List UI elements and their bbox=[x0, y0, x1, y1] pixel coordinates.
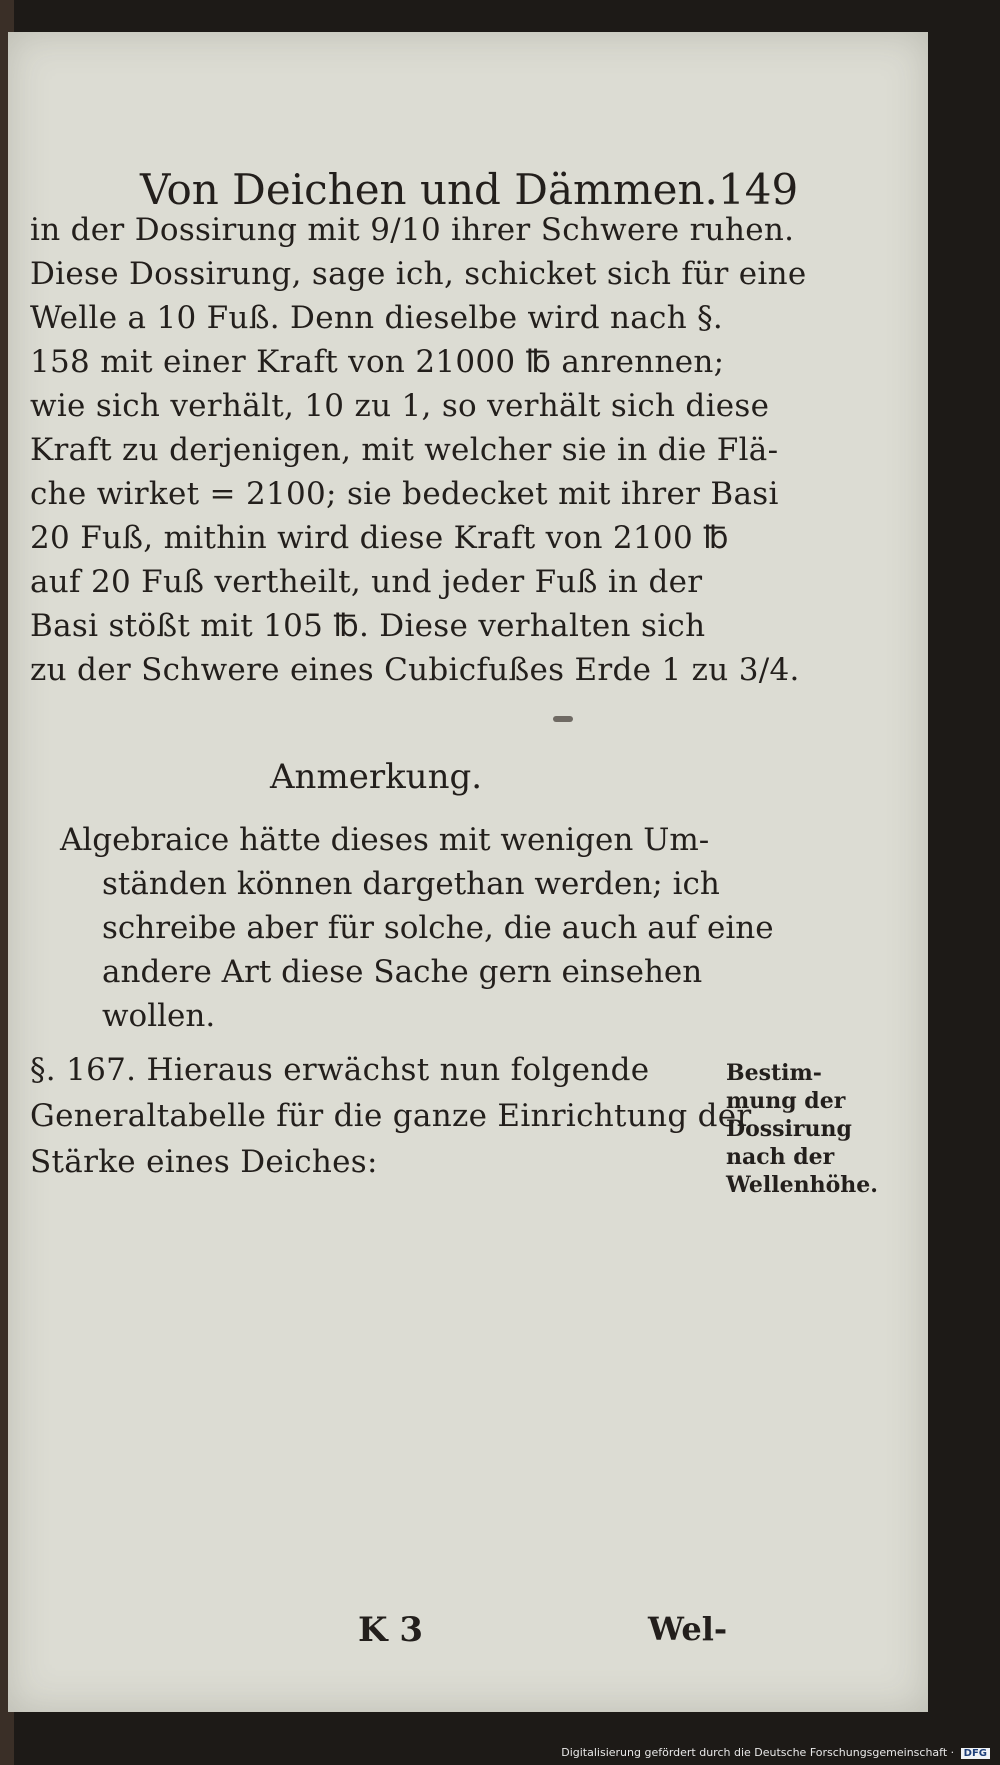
ornament-mark bbox=[553, 716, 573, 722]
note-heading: Anmerkung. bbox=[270, 757, 483, 797]
body-line: Kraft zu derjenigen, mit welcher sie in die Flä- bbox=[30, 432, 779, 468]
section-line: Stärke eines Deiches: bbox=[30, 1144, 378, 1180]
section-line: Generaltabelle für die ganze Einrichtung der bbox=[30, 1098, 752, 1134]
marginal-note-line: Bestim- bbox=[726, 1060, 822, 1086]
note-line: ständen können dargethan werden; ich bbox=[102, 866, 720, 902]
signature-mark: K 3 bbox=[358, 1610, 424, 1650]
marginal-note-line: mung der bbox=[726, 1088, 846, 1114]
credit-text: Digitalisierung gefördert durch die Deutsche Forschungsgemeinschaft · bbox=[561, 1746, 955, 1759]
body-line: auf 20 Fuß vertheilt, und jeder Fuß in der bbox=[30, 564, 703, 600]
book-page bbox=[8, 32, 928, 1712]
marginal-note-line: nach der bbox=[726, 1144, 835, 1170]
running-title: Von Deichen und Dämmen. bbox=[140, 165, 718, 214]
digitization-credit bbox=[561, 1746, 990, 1759]
dfg-logo: DFG bbox=[961, 1748, 990, 1759]
body-line: wie sich verhält, 10 zu 1, so verhält sich diese bbox=[30, 388, 770, 424]
body-line: in der Dossirung mit 9/10 ihrer Schwere ruhen. bbox=[30, 212, 795, 248]
note-line: Algebraice hätte dieses mit wenigen Um- bbox=[60, 822, 710, 858]
page-number: 149 bbox=[718, 165, 799, 214]
body-line: che wirket = 2100; sie bedecket mit ihrer Basi bbox=[30, 476, 779, 512]
body-line: zu der Schwere eines Cubicfußes Erde 1 zu 3/4. bbox=[30, 652, 800, 688]
note-line: schreibe aber für solche, die auch auf eine bbox=[102, 910, 774, 946]
body-line: Diese Dossirung, sage ich, schicket sich für eine bbox=[30, 256, 807, 292]
body-line: Basi stößt mit 105 ℔. Diese verhalten sich bbox=[30, 608, 706, 644]
body-line: Welle a 10 Fuß. Denn dieselbe wird nach §. bbox=[30, 300, 724, 336]
marginal-note-line: Wellenhöhe. bbox=[726, 1172, 878, 1198]
note-line: wollen. bbox=[102, 998, 216, 1034]
body-line: 158 mit einer Kraft von 21000 ℔ anrennen; bbox=[30, 344, 725, 380]
note-line: andere Art diese Sache gern einsehen bbox=[102, 954, 703, 990]
section-line: §. 167. Hieraus erwächst nun folgende bbox=[30, 1052, 650, 1088]
catchword: Wel- bbox=[648, 1610, 728, 1648]
body-line: 20 Fuß, mithin wird diese Kraft von 2100 ℔ bbox=[30, 520, 729, 556]
marginal-note-line: Dossirung bbox=[726, 1116, 852, 1142]
